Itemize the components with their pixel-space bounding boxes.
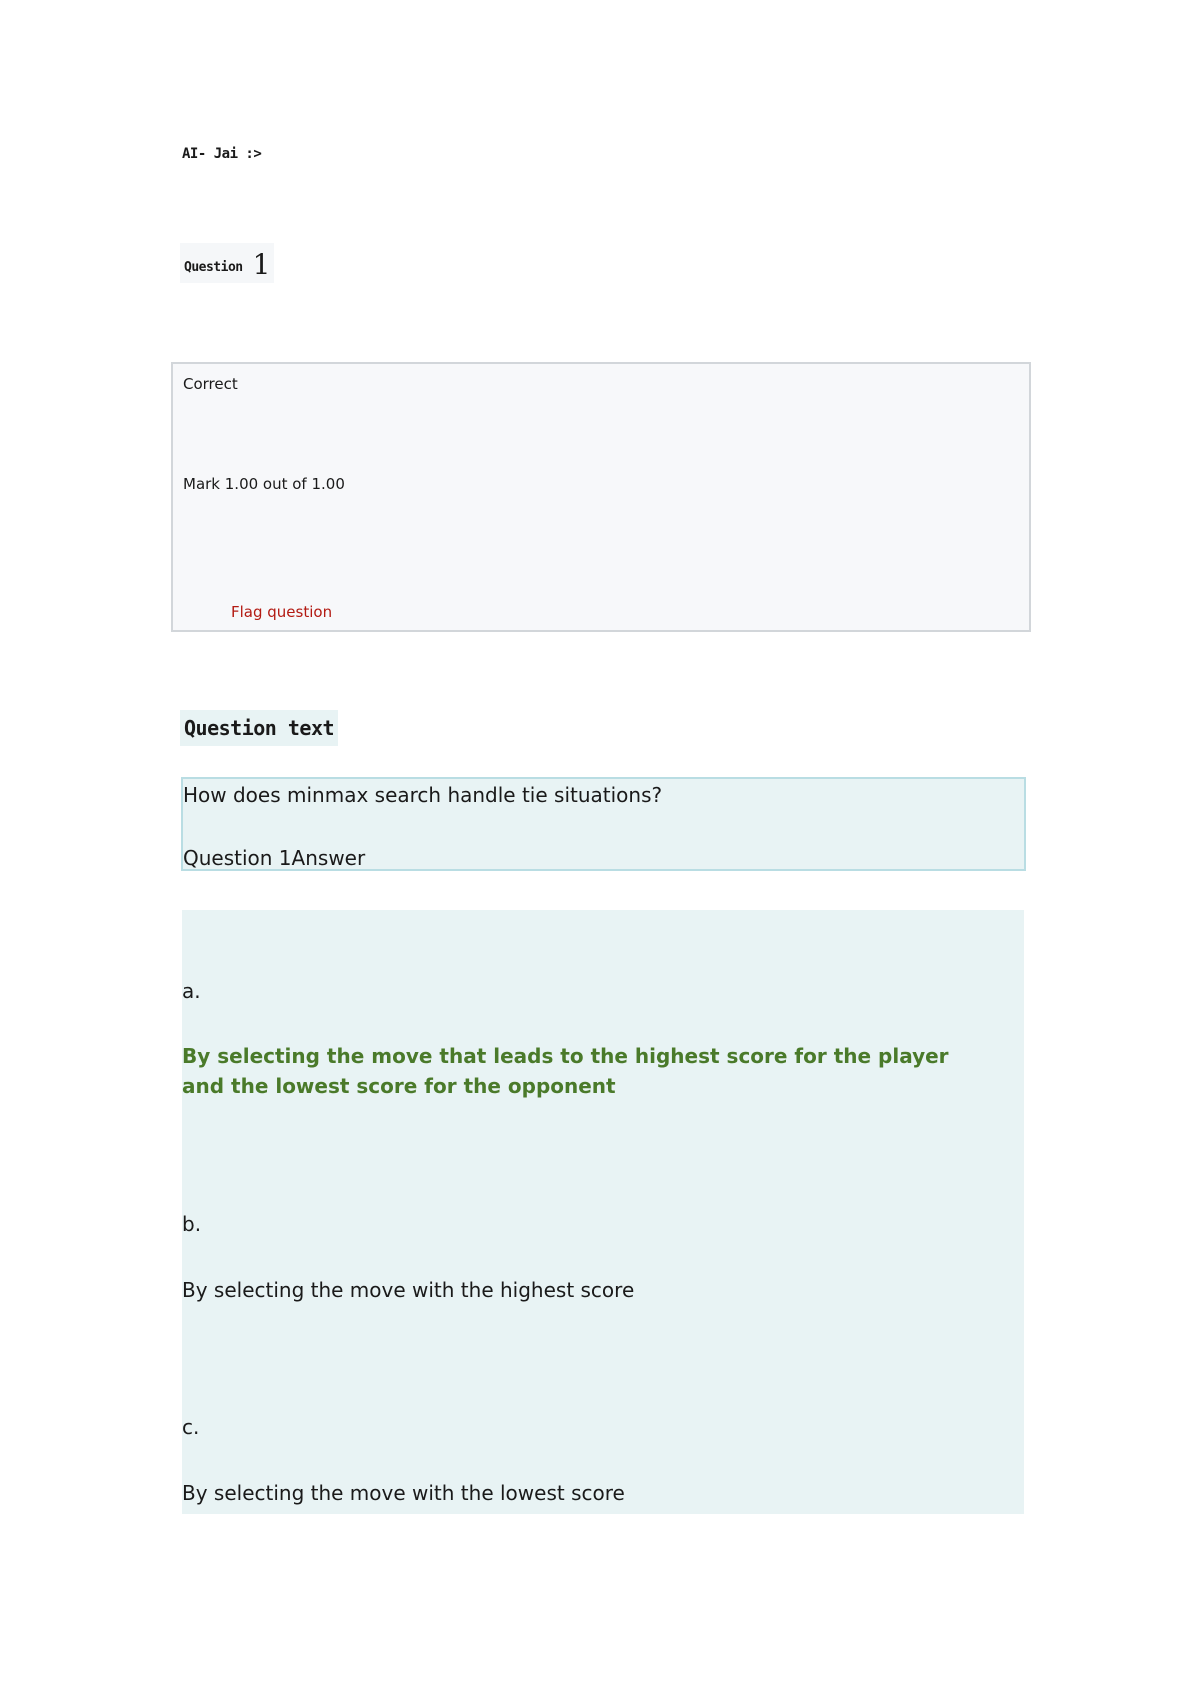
option-c-text[interactable]: By selecting the move with the lowest score <box>182 1481 625 1505</box>
question-number: 1 <box>252 248 271 281</box>
question-label: Question <box>184 260 243 275</box>
flag-question-link[interactable]: Flag question <box>231 603 333 621</box>
answer-prompt: Question 1Answer <box>183 846 366 870</box>
question-number-block <box>180 243 274 283</box>
question-text: How does minmax search handle tie situations? <box>183 783 663 807</box>
question-grade: Mark 1.00 out of 1.00 <box>183 475 345 493</box>
option-a-text[interactable]: By selecting the move that leads to the highest score for the player and the lowest score for the opponent <box>182 1044 949 1098</box>
question-formulation <box>181 777 1026 871</box>
question-state: Correct <box>183 375 238 393</box>
question-info-panel <box>171 362 1031 632</box>
option-c-letter: c. <box>182 1415 200 1439</box>
answer-options <box>182 910 1024 1514</box>
option-b-letter: b. <box>182 1212 202 1236</box>
question-text-heading: Question text <box>180 710 338 746</box>
document-title: AI- Jai :> <box>182 146 262 162</box>
option-b-text[interactable]: By selecting the move with the highest score <box>182 1278 635 1302</box>
option-a-letter: a. <box>182 979 201 1003</box>
